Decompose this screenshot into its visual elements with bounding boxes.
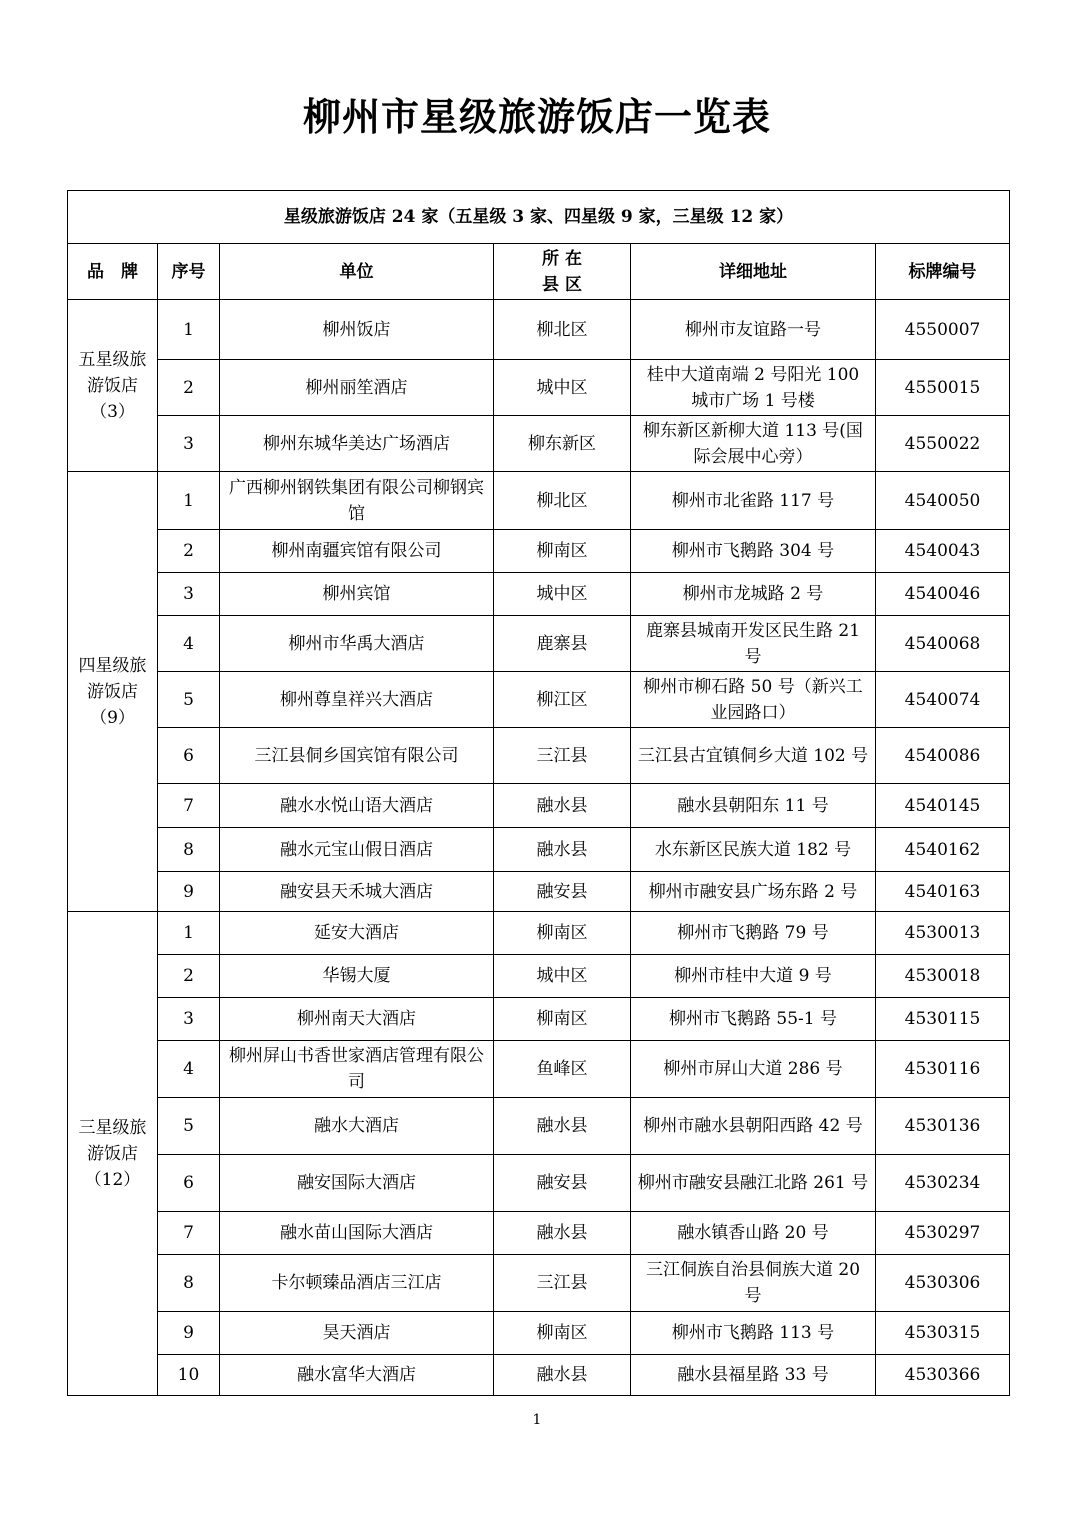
- code-cell: 4530018: [876, 955, 1010, 998]
- district-cell: 柳南区: [494, 912, 631, 955]
- address-cell: 柳州市融安县融江北路 261 号: [631, 1155, 876, 1212]
- unit-cell: 柳州市华禹大酒店: [220, 616, 494, 672]
- district-cell: 柳北区: [494, 472, 631, 530]
- seq-cell: 4: [158, 616, 220, 672]
- unit-cell: 柳州东城华美达广场酒店: [220, 416, 494, 472]
- code-cell: 4540162: [876, 828, 1010, 872]
- unit-cell: 柳州南疆宾馆有限公司: [220, 530, 494, 573]
- table-row: [68, 955, 1010, 998]
- header-row: [68, 244, 1010, 300]
- address-cell: 柳州市融安县广场东路 2 号: [631, 872, 876, 912]
- seq-cell: 9: [158, 872, 220, 912]
- header-unit: 单位: [220, 244, 494, 300]
- unit-cell: 卡尔顿臻品酒店三江店: [220, 1255, 494, 1312]
- seq-cell: 2: [158, 360, 220, 416]
- address-cell: 柳州市飞鹅路 304 号: [631, 530, 876, 573]
- code-cell: 4530115: [876, 998, 1010, 1041]
- table-row: [68, 472, 1010, 530]
- brand-cell: 五星级旅游饭店（3）: [68, 300, 158, 472]
- table-row: [68, 416, 1010, 472]
- district-cell: 柳东新区: [494, 416, 631, 472]
- code-cell: 4540068: [876, 616, 1010, 672]
- code-cell: 4530116: [876, 1041, 1010, 1098]
- code-cell: 4540145: [876, 784, 1010, 828]
- unit-cell: 柳州尊皇祥兴大酒店: [220, 672, 494, 728]
- header-district: 所 在 县 区: [494, 244, 631, 300]
- address-cell: 柳州市屏山大道 286 号: [631, 1041, 876, 1098]
- unit-cell: 融水苗山国际大酒店: [220, 1212, 494, 1255]
- code-cell: 4530366: [876, 1355, 1010, 1396]
- table-row: [68, 1255, 1010, 1312]
- seq-cell: 8: [158, 1255, 220, 1312]
- table-row: [68, 1098, 1010, 1155]
- code-cell: 4540050: [876, 472, 1010, 530]
- address-cell: 柳州市飞鹅路 79 号: [631, 912, 876, 955]
- seq-cell: 2: [158, 955, 220, 998]
- table-row: [68, 530, 1010, 573]
- unit-cell: 柳州饭店: [220, 300, 494, 360]
- table-row: [68, 828, 1010, 872]
- code-cell: 4550022: [876, 416, 1010, 472]
- address-cell: 融水镇香山路 20 号: [631, 1212, 876, 1255]
- address-cell: 柳州市桂中大道 9 号: [631, 955, 876, 998]
- code-cell: 4540163: [876, 872, 1010, 912]
- code-cell: 4530315: [876, 1312, 1010, 1355]
- district-cell: 三江县: [494, 1255, 631, 1312]
- table-row: [68, 1212, 1010, 1255]
- unit-cell: 柳州宾馆: [220, 573, 494, 616]
- address-cell: 三江侗族自治县侗族大道 20 号: [631, 1255, 876, 1312]
- seq-cell: 7: [158, 784, 220, 828]
- table-row: [68, 672, 1010, 728]
- code-cell: 4540043: [876, 530, 1010, 573]
- district-cell: 柳北区: [494, 300, 631, 360]
- page-title: 柳州市星级旅游饭店一览表: [302, 94, 771, 139]
- district-cell: 柳南区: [494, 530, 631, 573]
- code-cell: 4540086: [876, 728, 1010, 784]
- unit-cell: 融水富华大酒店: [220, 1355, 494, 1396]
- seq-cell: 3: [158, 998, 220, 1041]
- seq-cell: 2: [158, 530, 220, 573]
- unit-cell: 柳州屏山书香世家酒店管理有限公司: [220, 1041, 494, 1098]
- table-row: [68, 784, 1010, 828]
- district-cell: 三江县: [494, 728, 631, 784]
- district-cell: 柳南区: [494, 998, 631, 1041]
- hotel-table: [67, 190, 1010, 1396]
- unit-cell: 广西柳州钢铁集团有限公司柳钢宾馆: [220, 472, 494, 530]
- unit-cell: 柳州南天大酒店: [220, 998, 494, 1041]
- address-cell: 三江县古宜镇侗乡大道 102 号: [631, 728, 876, 784]
- code-cell: 4530306: [876, 1255, 1010, 1312]
- unit-cell: 昊天酒店: [220, 1312, 494, 1355]
- seq-cell: 6: [158, 1155, 220, 1212]
- seq-cell: 1: [158, 472, 220, 530]
- district-cell: 城中区: [494, 360, 631, 416]
- table-row: [68, 616, 1010, 672]
- district-cell: 融水县: [494, 828, 631, 872]
- district-cell: 鹿寨县: [494, 616, 631, 672]
- unit-cell: 融水元宝山假日酒店: [220, 828, 494, 872]
- seq-cell: 3: [158, 416, 220, 472]
- table-row: [68, 300, 1010, 360]
- address-cell: 柳州市融水县朝阳西路 42 号: [631, 1098, 876, 1155]
- header-seq: 序号: [158, 244, 220, 300]
- code-cell: 4530013: [876, 912, 1010, 955]
- code-cell: 4530136: [876, 1098, 1010, 1155]
- unit-cell: 柳州丽笙酒店: [220, 360, 494, 416]
- header-address: 详细地址: [631, 244, 876, 300]
- header-brand: 品 牌: [68, 244, 158, 300]
- address-cell: 柳州市北雀路 117 号: [631, 472, 876, 530]
- address-cell: 融水县福星路 33 号: [631, 1355, 876, 1396]
- address-cell: 水东新区民族大道 182 号: [631, 828, 876, 872]
- unit-cell: 延安大酒店: [220, 912, 494, 955]
- district-cell: 融安县: [494, 1155, 631, 1212]
- unit-cell: 融安国际大酒店: [220, 1155, 494, 1212]
- seq-cell: 3: [158, 573, 220, 616]
- code-cell: 4530297: [876, 1212, 1010, 1255]
- district-cell: 融水县: [494, 1355, 631, 1396]
- district-cell: 城中区: [494, 955, 631, 998]
- address-cell: 柳州市飞鹅路 55-1 号: [631, 998, 876, 1041]
- address-cell: 柳州市柳石路 50 号（新兴工业园路口）: [631, 672, 876, 728]
- table-row: [68, 573, 1010, 616]
- address-cell: 柳州市飞鹅路 113 号: [631, 1312, 876, 1355]
- seq-cell: 4: [158, 1041, 220, 1098]
- code-cell: 4540046: [876, 573, 1010, 616]
- district-cell: 柳江区: [494, 672, 631, 728]
- code-cell: 4550007: [876, 300, 1010, 360]
- seq-cell: 8: [158, 828, 220, 872]
- table-row: [68, 360, 1010, 416]
- district-cell: 柳南区: [494, 1312, 631, 1355]
- seq-cell: 9: [158, 1312, 220, 1355]
- seq-cell: 1: [158, 300, 220, 360]
- district-cell: 城中区: [494, 573, 631, 616]
- summary-row: 星级旅游饭店 24 家（五星级 3 家、四星级 9 家，三星级 12 家）: [68, 191, 1010, 244]
- table-row: [68, 872, 1010, 912]
- table-row: [68, 1155, 1010, 1212]
- unit-cell: 融安县天禾城大酒店: [220, 872, 494, 912]
- district-cell: 融水县: [494, 1212, 631, 1255]
- district-cell: 融水县: [494, 1098, 631, 1155]
- unit-cell: 三江县侗乡国宾馆有限公司: [220, 728, 494, 784]
- address-cell: 桂中大道南端 2 号阳光 100 城市广场 1 号楼: [631, 360, 876, 416]
- address-cell: 柳州市友谊路一号: [631, 300, 876, 360]
- unit-cell: 融水大酒店: [220, 1098, 494, 1155]
- code-cell: 4550015: [876, 360, 1010, 416]
- district-cell: 融安县: [494, 872, 631, 912]
- address-cell: 柳东新区新柳大道 113 号(国际会展中心旁）: [631, 416, 876, 472]
- address-cell: 融水县朝阳东 11 号: [631, 784, 876, 828]
- seq-cell: 5: [158, 672, 220, 728]
- address-cell: 柳州市龙城路 2 号: [631, 573, 876, 616]
- table-row: [68, 912, 1010, 955]
- code-cell: 4530234: [876, 1155, 1010, 1212]
- table-row: [68, 728, 1010, 784]
- unit-cell: 融水水悦山语大酒店: [220, 784, 494, 828]
- seq-cell: 10: [158, 1355, 220, 1396]
- table-row: [68, 1312, 1010, 1355]
- district-cell: 鱼峰区: [494, 1041, 631, 1098]
- header-code: 标牌编号: [876, 244, 1010, 300]
- brand-cell: 三星级旅游饭店（12）: [68, 912, 158, 1396]
- unit-cell: 华锡大厦: [220, 955, 494, 998]
- page-number: 1: [532, 1412, 542, 1428]
- address-cell: 鹿寨县城南开发区民生路 21 号: [631, 616, 876, 672]
- brand-cell: 四星级旅游饭店（9）: [68, 472, 158, 912]
- seq-cell: 5: [158, 1098, 220, 1155]
- table-row: [68, 998, 1010, 1041]
- table-row: [68, 1355, 1010, 1396]
- code-cell: 4540074: [876, 672, 1010, 728]
- district-cell: 融水县: [494, 784, 631, 828]
- seq-cell: 1: [158, 912, 220, 955]
- seq-cell: 6: [158, 728, 220, 784]
- table-row: [68, 1041, 1010, 1098]
- seq-cell: 7: [158, 1212, 220, 1255]
